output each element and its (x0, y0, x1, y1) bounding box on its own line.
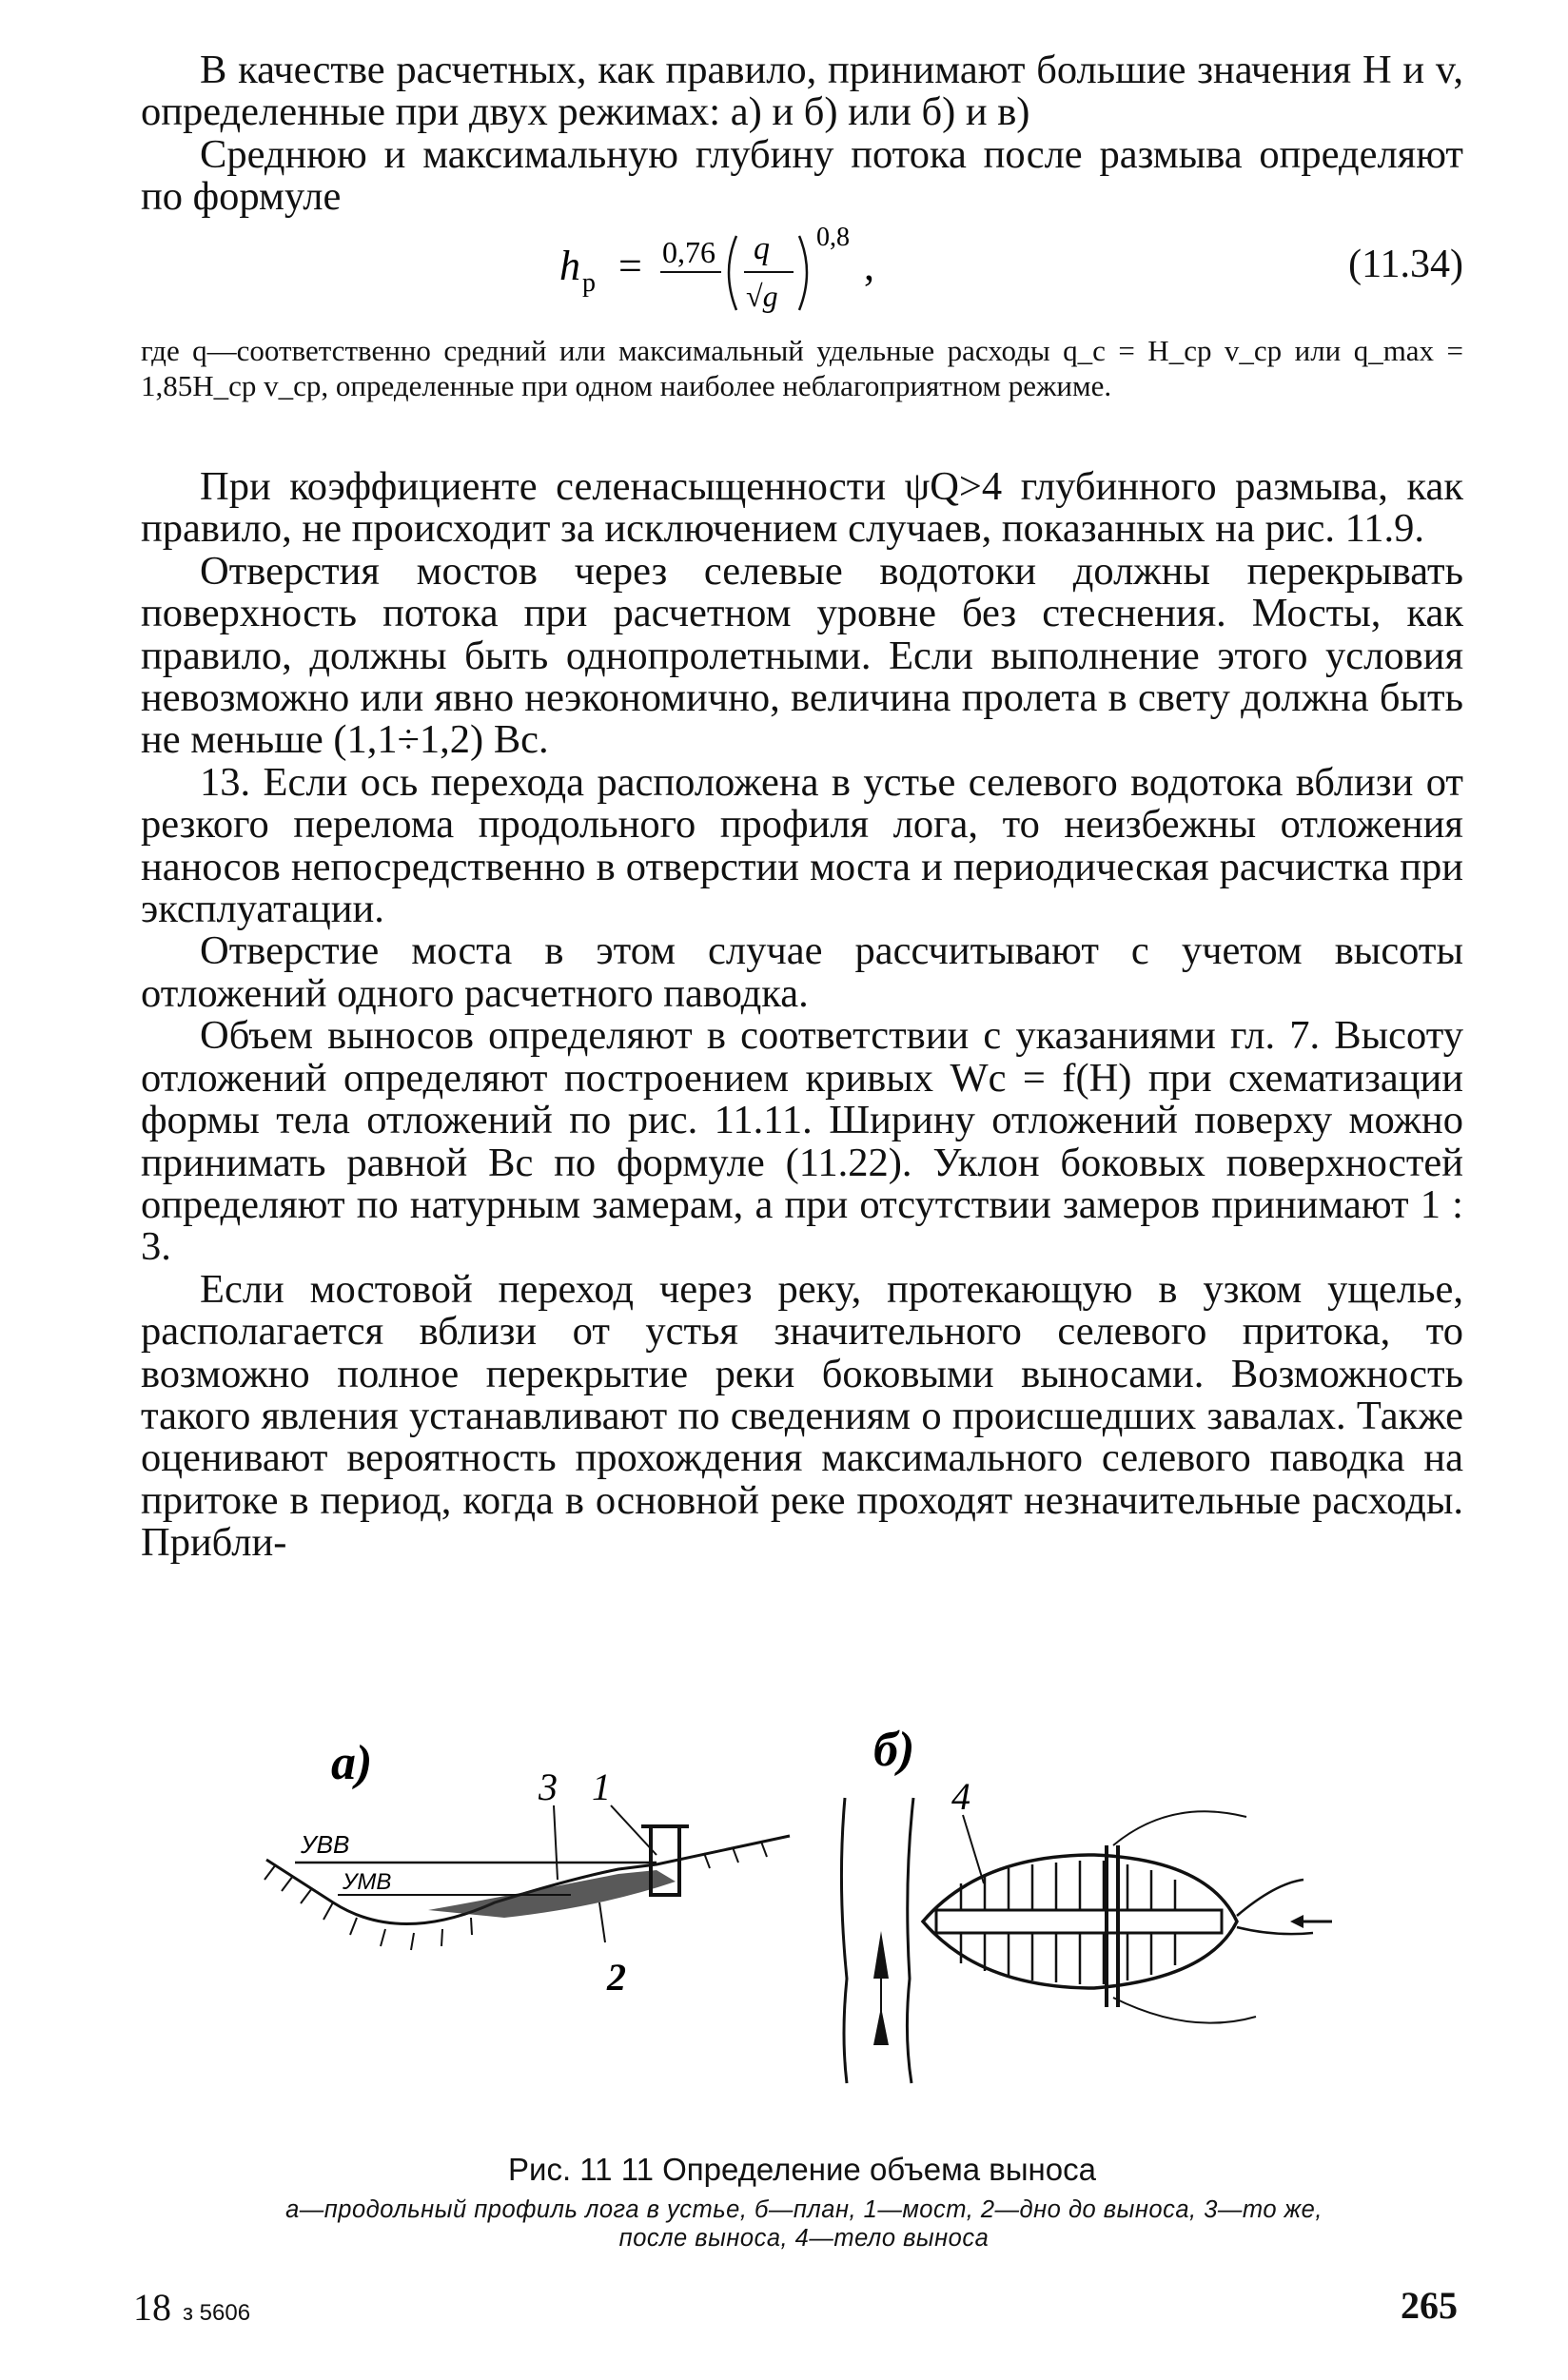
paragraph: Отверстие моста в этом случае рассчитывают с учетом высоты отложений одного расчетного паводка. (141, 928, 1463, 1016)
paragraph: В качестве расчетных, как правило, принимают большие значения H и v, определенные при двух режимах: а) и б) или б) и в) (141, 48, 1463, 135)
figure-11-11 (257, 1693, 1351, 2131)
label-4: 4 (951, 1775, 970, 1818)
print-signature: з 5606 (183, 2300, 251, 2326)
sheet-number: 18 (133, 2286, 171, 2329)
paragraph: Отверстия мостов через селевые водотоки должны перекрывать поверхность потока при расчетном уровне без стеснения. Мосты, как правило, должны быть однопролетными. Если выполнение этого условия невозможно или явно неэкономично, величина пролета в свету должна быть не меньше (1,1÷1,2) Bc. (141, 548, 1463, 763)
paragraph: При коэффициенте селенасыщенности ψQ>4 глубинного размыва, как правило, не происходит за исключением случаев, показанных на рис. 11.9. (141, 464, 1463, 552)
figure-caption-legend: а—продольный профиль лога в устье, б—план, 1—мост, 2—дно до выноса, 3—то же, после выноса, 4—тело выноса (285, 2196, 1323, 2252)
formula-equals: = (618, 243, 642, 289)
equation-number: (11.34) (1348, 243, 1463, 286)
label-2: 2 (607, 1956, 626, 1999)
footer-signature (133, 2285, 250, 2330)
formula-den: √g (746, 279, 778, 313)
panel-b-label: б) (873, 1723, 915, 1777)
river-bank-right (907, 1798, 913, 2083)
svg-text:,: , (864, 243, 874, 289)
figure-panel-a (265, 1736, 790, 1999)
formula-lhs-sub: р (582, 268, 596, 298)
formula-exponent: 0,8 (816, 223, 850, 252)
paragraph: Объем выносов определяют в соответствии с указаниями гл. 7. Высоту отложений определяют построением кривых Wc = f(H) при схематизации формы тела отложений по рис. 11.11. Ширину отложений поверху можно принимать равной Bc по формуле (11.22). Уклон боковых поверхностей определяют по натурным замерам, а при отсутствии замеров принимают 1 : 3. (141, 1013, 1463, 1270)
page-number: 265 (1401, 2284, 1458, 2327)
paragraph: Если мостовой переход через реку, протекающую в узком ущелье, располагается вблизи от устья значительного селевого притока, то возможно полное перекрытие реки боковыми выносами. Возможность такого явления устанавливают по сведениям о происшедших завалах. Также оценивают вероятность прохождения максимального селевого паводка на притоке в период, когда в основной реке проходят незначительные расходы. Прибли- (141, 1266, 1463, 1566)
formula-num: q (754, 231, 770, 266)
label-1: 1 (592, 1765, 611, 1808)
panel-a-label: а) (331, 1736, 373, 1790)
paragraph: Среднюю и максимальную глубину потока после размыва определяют по формуле (141, 131, 1463, 220)
formula-lhs: h (559, 243, 580, 289)
where-note: где q—соответственно средний или максимальный удельные расходы q_c = H_ср v_ср или q_max = 1,85H_ср v_ср, определенные при одном наиболее неблагоприятном режиме. (141, 334, 1463, 402)
umv-label: УМВ (343, 1869, 392, 1895)
deposit-plan-hatching (961, 1861, 1175, 1984)
formula-11-34 (141, 217, 1463, 322)
formula-graphic (559, 217, 997, 322)
figure-caption-title: Рис. 11 11 Определение объема выноса (508, 2152, 1096, 2187)
river-bank-left (841, 1798, 847, 2083)
top-text-block (141, 49, 1463, 219)
label-3: 3 (539, 1765, 558, 1808)
uvv-label: УВВ (301, 1830, 350, 1859)
figure-panel-b (841, 1723, 1332, 2083)
formula-coef: 0,76 (662, 235, 715, 269)
paragraph: 13. Если ось перехода расположена в устье селевого водотока вблизи от резкого перелома продольного профиля лога, то неизбежны отложения наносов непосредственно в отверстии моста и периодическая расчистка при эксплуатации. (141, 759, 1463, 932)
formula-note (141, 333, 1463, 403)
main-text-block (141, 466, 1463, 1565)
